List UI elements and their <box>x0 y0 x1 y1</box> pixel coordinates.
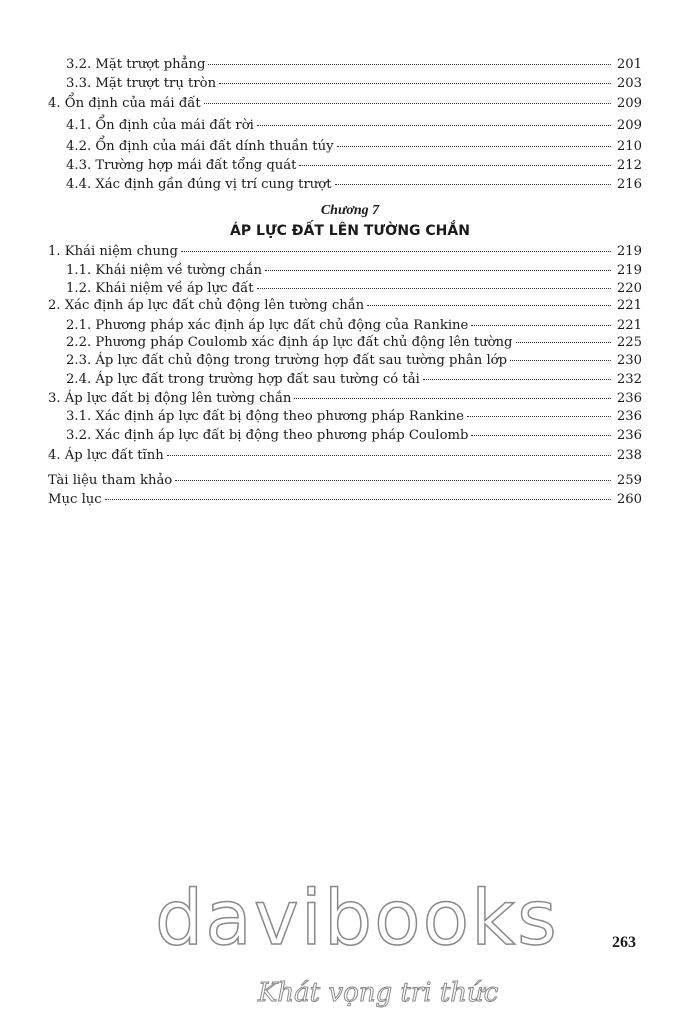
toc-entry-page: 203 <box>616 76 642 91</box>
watermark-slogan: Khát vọng tri thức <box>258 978 499 1008</box>
toc-entry[interactable] <box>66 318 642 334</box>
toc-entry-label: Tài liệu tham khảo <box>48 473 173 488</box>
toc-entry[interactable] <box>66 281 642 297</box>
toc-entry[interactable] <box>66 57 642 73</box>
toc-entry-page: 236 <box>616 409 642 424</box>
toc-entry[interactable] <box>66 177 642 193</box>
toc-entry[interactable] <box>48 391 642 407</box>
dot-leader <box>204 103 611 104</box>
toc-entry-page: 209 <box>616 96 642 111</box>
dot-leader <box>337 146 611 147</box>
toc-entry[interactable] <box>66 335 642 351</box>
toc-entry-label: 4.2. Ổn định của mái đất dính thuần túy <box>66 139 334 154</box>
toc-entry[interactable] <box>48 492 642 508</box>
toc-entry-page: 219 <box>616 244 642 259</box>
dot-leader <box>516 342 612 343</box>
toc-entry-label: 4. Áp lực đất tĩnh <box>48 448 164 463</box>
dot-leader <box>510 360 611 361</box>
toc-entry-label: 4.3. Trường hợp mái đất tổng quát <box>66 158 297 173</box>
toc-entry-page: 230 <box>616 353 642 368</box>
toc-entry-page: 232 <box>616 372 642 387</box>
dot-leader <box>167 455 611 456</box>
toc-entry-page: 236 <box>616 391 642 406</box>
toc-entry-page: 212 <box>616 158 642 173</box>
toc-entry-label: 1.1. Khái niệm về tường chắn <box>66 263 263 278</box>
toc-entry-label: 3.3. Mặt trượt trụ tròn <box>66 76 217 91</box>
toc-entry-label: 2.1. Phương pháp xác định áp lực đất chủ động của Rankine <box>66 318 469 333</box>
toc-entry[interactable] <box>48 244 642 260</box>
dot-leader <box>105 499 611 500</box>
dot-leader <box>423 379 611 380</box>
toc-entry-page: 238 <box>616 448 642 463</box>
toc-entry[interactable] <box>66 428 642 444</box>
dot-leader <box>367 305 611 306</box>
dot-leader <box>294 398 611 399</box>
dot-leader <box>299 165 611 166</box>
chapter-number: Chương 7 <box>320 203 380 218</box>
toc-entry-page: 209 <box>616 118 642 133</box>
toc-entry[interactable] <box>66 76 642 92</box>
toc-entry-label: Mục lục <box>48 492 102 507</box>
dot-leader <box>335 184 611 185</box>
toc-entry-label: 2.2. Phương pháp Coulomb xác định áp lực đất chủ động lên tường <box>66 335 513 350</box>
toc-entry-label: 1. Khái niệm chung <box>48 244 178 259</box>
toc-entry[interactable] <box>48 448 642 464</box>
toc-entry-page: 225 <box>616 335 642 350</box>
toc-entry-label: 4.4. Xác định gần đúng vị trí cung trượt <box>66 177 332 192</box>
chapter-title: ÁP LỰC ĐẤT LÊN TƯỜNG CHẮN <box>230 223 470 239</box>
dot-leader <box>257 288 611 289</box>
watermark-logo: davibooks <box>155 873 559 962</box>
toc-entry[interactable] <box>66 139 642 155</box>
toc-entry[interactable] <box>66 372 642 388</box>
dot-leader <box>175 480 611 481</box>
toc-entry-label: 2. Xác định áp lực đất chủ động lên tường chắn <box>48 298 365 313</box>
toc-entry[interactable] <box>66 263 642 279</box>
toc-entry[interactable] <box>66 118 642 134</box>
toc-entry-label: 3.1. Xác định áp lực đất bị động theo phương pháp Rankine <box>66 409 464 424</box>
dot-leader <box>467 416 611 417</box>
toc-entry-page: 201 <box>616 57 642 72</box>
toc-entry-label: 2.3. Áp lực đất chủ động trong trường hợp đất sau tường phân lớp <box>66 353 508 368</box>
toc-entry-page: 220 <box>616 281 642 296</box>
dot-leader <box>219 83 611 84</box>
toc-entry[interactable] <box>48 473 642 489</box>
toc-entry-page: 221 <box>616 298 642 313</box>
toc-entry[interactable] <box>66 409 642 425</box>
dot-leader <box>257 125 611 126</box>
toc-entry[interactable] <box>66 158 642 174</box>
toc-entry[interactable] <box>48 298 642 314</box>
toc-entry-label: 1.2. Khái niệm về áp lực đất <box>66 281 254 296</box>
dot-leader <box>208 64 611 65</box>
toc-entry[interactable] <box>66 353 642 369</box>
toc-entry-page: 221 <box>616 318 642 333</box>
toc-entry-label: 3. Áp lực đất bị động lên tường chắn <box>48 391 292 406</box>
dot-leader <box>181 251 611 252</box>
toc-entry-page: 210 <box>616 139 642 154</box>
toc-entry-page: 259 <box>616 473 642 488</box>
toc-entry-label: 3.2. Xác định áp lực đất bị động theo phương pháp Coulomb <box>66 428 469 443</box>
toc-entry[interactable] <box>48 96 642 112</box>
dot-leader <box>471 325 611 326</box>
toc-entry-label: 3.2. Mặt trượt phẳng <box>66 57 206 72</box>
dot-leader <box>265 270 611 271</box>
toc-entry-label: 2.4. Áp lực đất trong trường hợp đất sau tường có tải <box>66 372 420 387</box>
toc-entry-label: 4.1. Ổn định của mái đất rời <box>66 118 254 133</box>
toc-entry-page: 219 <box>616 263 642 278</box>
toc-entry-label: 4. Ổn định của mái đất <box>48 96 201 111</box>
page-number: 263 <box>612 934 636 951</box>
toc-entry-page: 260 <box>616 492 642 507</box>
dot-leader <box>471 435 611 436</box>
toc-entry-page: 236 <box>616 428 642 443</box>
toc-entry-page: 216 <box>616 177 642 192</box>
